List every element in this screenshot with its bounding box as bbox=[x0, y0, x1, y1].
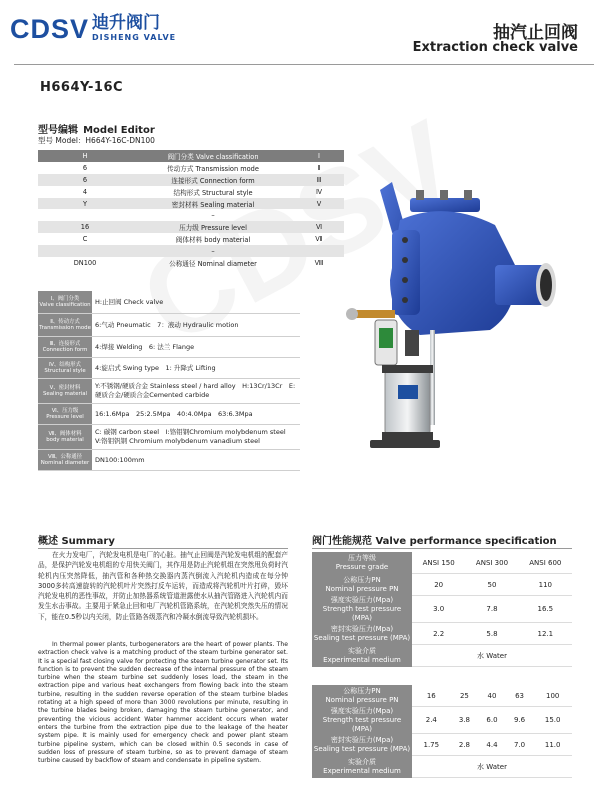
performance-label-en: Strength test pressure (MPA) bbox=[322, 604, 402, 622]
classification-cell: 结构形式 Structural style bbox=[173, 188, 253, 197]
performance-divider bbox=[312, 548, 572, 549]
performance-table-ansi bbox=[312, 552, 572, 667]
legend-row bbox=[38, 379, 300, 404]
legend-value: 16:1.6Mpa 25:2.5Mpa 40:4.0Mpa 63:6.3Mpa bbox=[95, 409, 253, 418]
brand-logo bbox=[10, 14, 176, 44]
model-code-legend bbox=[38, 291, 300, 471]
performance-value: 2.8 bbox=[451, 734, 479, 756]
legend-label-cn: Ⅴ、密封材料 bbox=[49, 384, 81, 391]
performance-value: 4.4 bbox=[478, 734, 506, 756]
legend-row bbox=[38, 404, 300, 425]
classification-row bbox=[38, 257, 344, 269]
performance-row bbox=[312, 734, 572, 756]
performance-label-cn: 实验介质 bbox=[348, 646, 376, 655]
classification-cell bbox=[38, 209, 132, 221]
performance-row-label bbox=[312, 623, 412, 645]
classification-row bbox=[38, 150, 344, 162]
classification-cell: 阀体材料 body material bbox=[175, 236, 251, 245]
classification-cell: Y bbox=[38, 198, 132, 210]
legend-row bbox=[38, 358, 300, 379]
performance-value: 水 Water bbox=[412, 756, 572, 778]
performance-value: 2.2 bbox=[412, 623, 465, 645]
summary-text-en: In thermal power plants, turbogenerators are the heart of power plants. The extraction check valve is a matching product of the steam turbine generator set. It is a special fast closing valve for protecting the steam turbine generator set. Its function is to prevent the sudden decrease of the internal pressure of the steam turbine when the steam turbine set suddenly loses load, the steam in the extraction pipe and various heat exchangers from flowing back into the steam turbine, resulting in the sudden reverse operation of the steam turbine blades rotating at a high speed of more than 3000 revolutions per minute, resulting in the turbine blades being broken, damaging the steam turbine generator, and preventing the vicious accident Water hammer accident occurs when water enters the turbine from the extraction pipe due to the leakage of the heater system pipe. It is mainly used for emergency check and power plant steam turbine pipeline system, which can be closed within 0.5 seconds in case of sudden loss of pressure of steam turbine, so as to prevent damage of steam turbine caused by backflow of steam and condensate in pipeline system. bbox=[38, 641, 288, 765]
performance-row-label bbox=[312, 734, 412, 756]
performance-label-cn: 强度实验压力(Mpa) bbox=[330, 706, 394, 715]
performance-label-cn: 密封实验压力(Mpa) bbox=[330, 735, 394, 744]
classification-row bbox=[38, 245, 344, 257]
legend-label-en: Sealing material bbox=[42, 391, 88, 397]
performance-value: 6.0 bbox=[478, 707, 506, 734]
performance-value: 11.0 bbox=[533, 734, 572, 756]
model-number: H664Y-16C bbox=[40, 80, 124, 95]
performance-value: 63 bbox=[506, 685, 534, 707]
performance-value: 16 bbox=[412, 685, 451, 707]
legend-label bbox=[38, 291, 92, 313]
legend-label-en: Pressure level bbox=[46, 414, 84, 420]
logo-english: DISHENG VALVE bbox=[92, 33, 177, 42]
classification-cell: 16 bbox=[38, 221, 132, 233]
performance-value: 2.4 bbox=[412, 707, 451, 734]
legend-value: 4:焊接 Welding 6: 法兰 Flange bbox=[95, 342, 195, 351]
legend-label bbox=[38, 450, 92, 470]
model-classification-table bbox=[38, 150, 344, 269]
legend-label-en: body material bbox=[46, 437, 84, 443]
performance-label-cn: 密封实验压力(Mpa) bbox=[330, 624, 394, 633]
classification-cell: Ⅲ bbox=[294, 174, 344, 186]
legend-label-cn: Ⅲ、连接形式 bbox=[49, 340, 81, 347]
performance-label-en: Strength test pressure (MPA) bbox=[322, 715, 402, 733]
legend-label-en: Valve classification bbox=[39, 302, 91, 308]
legend-value: C: 碳钢 carbon steel I:铬钼钢Chromium molybdenum steel V:铬钼钒钢 Chromium molybdenum vanadium steel bbox=[95, 428, 293, 445]
performance-row bbox=[312, 552, 572, 574]
performance-row-label bbox=[312, 707, 412, 734]
classification-cell: C bbox=[82, 235, 88, 244]
performance-label-en: Nominal pressure PN bbox=[325, 695, 399, 704]
legend-value: 4:旋启式 Swing type 1: 升降式 Lifting bbox=[95, 363, 216, 372]
performance-label-cn: 公称压力PN bbox=[343, 686, 381, 695]
performance-value: 40 bbox=[478, 685, 506, 707]
classification-cell: 6 bbox=[82, 163, 88, 172]
legend-value: Y:不锈钢/硬质合金 Stainless steel / hard alloy H:13Cr/13Cr E:硬质合金/硬质合金Cemented carbide bbox=[95, 382, 296, 399]
performance-row bbox=[312, 645, 572, 667]
performance-label-cn: 实验介质 bbox=[348, 757, 376, 766]
model-line: 型号 Model：H664Y-16C-DN100 bbox=[38, 136, 155, 145]
performance-value: 50 bbox=[465, 574, 518, 596]
legend-row bbox=[38, 450, 300, 471]
header-divider bbox=[14, 64, 594, 65]
legend-value: H:止回阀 Check valve bbox=[95, 297, 164, 306]
summary-divider bbox=[38, 548, 288, 549]
classification-cell: 阀门分类 Valve classification bbox=[132, 150, 294, 162]
legend-label bbox=[38, 337, 92, 357]
classification-cell: – bbox=[132, 245, 294, 257]
classification-row bbox=[38, 174, 344, 186]
legend-label-cn: Ⅳ、结构形式 bbox=[49, 361, 81, 368]
classification-cell: H bbox=[38, 150, 132, 162]
classification-cell: Ⅷ bbox=[314, 258, 324, 267]
classification-cell: 传动方式 Transmission mode bbox=[167, 164, 259, 173]
performance-value: 1.75 bbox=[412, 734, 451, 756]
legend-label bbox=[38, 379, 92, 403]
classification-row bbox=[38, 221, 344, 233]
performance-row bbox=[312, 707, 572, 734]
legend-label bbox=[38, 314, 92, 336]
performance-value: 20 bbox=[412, 574, 465, 596]
classification-row bbox=[38, 162, 344, 174]
performance-value: 5.8 bbox=[465, 623, 518, 645]
classification-cell: DN100 bbox=[73, 258, 97, 267]
performance-row-label bbox=[312, 756, 412, 778]
legend-row bbox=[38, 337, 300, 358]
legend-value: DN100:100mm bbox=[95, 455, 145, 464]
performance-value: 3.0 bbox=[412, 596, 465, 623]
legend-value: 6:气动 Pneumatic 7：液动 Hydraulic motion bbox=[95, 320, 239, 329]
classification-cell: Ⅴ bbox=[294, 198, 344, 210]
logo-latin: CDSV bbox=[10, 14, 90, 44]
page-title-cn: 抽汽止回阀 bbox=[493, 23, 578, 43]
legend-row bbox=[38, 314, 300, 337]
page-title-en: Extraction check valve bbox=[412, 40, 578, 55]
performance-label-cn: 公称压力PN bbox=[343, 575, 381, 584]
performance-value: 25 bbox=[451, 685, 479, 707]
model-editor-title-en: Model Editor bbox=[83, 125, 155, 136]
performance-row bbox=[312, 574, 572, 596]
classification-cell bbox=[38, 245, 132, 257]
legend-label-en: Structural style bbox=[44, 368, 86, 374]
performance-label-en: Sealing test pressure (MPA) bbox=[313, 744, 411, 753]
performance-value: 12.1 bbox=[519, 623, 572, 645]
performance-title: 阀门性能规范 Valve performance specification bbox=[312, 536, 557, 547]
performance-value: 7.8 bbox=[465, 596, 518, 623]
performance-row bbox=[312, 685, 572, 707]
classification-cell: Ⅵ bbox=[294, 221, 344, 233]
performance-row-label bbox=[312, 685, 412, 707]
summary-text-cn: 在火力发电厂，汽轮发电机是电厂的心脏。抽气止回阀是汽轮发电机组的配套产品，是保护汽轮发电机组的专用快关阀门，其作用是防止汽轮机组在突然甩负荷时汽轮机内压突然降低，抽汽管和各种热交换器内蒸汽倒流入汽轮机内造成在每分钟3000多转高速旋转的汽轮机叶片突然打反车运转，而造成将汽轮机叶片打碎，毁坏汽轮发电机的恶性事故，并防止加热器系统管道泄露使水从抽汽管路进入汽轮机内而发生水击事故。主要用于紧急止回和电厂汽轮机管路系统，在汽轮机突然失压的情况下，能在0.5秒以内关闭，防止管路各级蒸汽和冷凝水倒流导致汽轮机损坏。 bbox=[38, 551, 288, 621]
performance-row bbox=[312, 623, 572, 645]
performance-row-label bbox=[312, 645, 412, 667]
performance-value: 100 bbox=[533, 685, 572, 707]
performance-label-en: Nominal pressure PN bbox=[325, 584, 399, 593]
classification-cell: 6 bbox=[38, 174, 132, 186]
performance-row-label bbox=[312, 552, 412, 574]
classification-cell: 密封材料 Sealing material bbox=[132, 198, 294, 210]
performance-label-cn: 压力等级 bbox=[348, 553, 376, 562]
legend-label-cn: Ⅱ、传动方式 bbox=[50, 318, 80, 325]
performance-label-en: Pressure grade bbox=[335, 562, 389, 571]
legend-row bbox=[38, 425, 300, 450]
classification-row bbox=[38, 198, 344, 210]
performance-label-cn: 强度实验压力(Mpa) bbox=[330, 595, 394, 604]
classification-cell: Ⅰ bbox=[294, 150, 344, 162]
model-editor-title-cn: 型号编辑 bbox=[38, 125, 78, 136]
legend-label-en: Nominal diameter bbox=[40, 460, 90, 466]
performance-value: 9.6 bbox=[506, 707, 534, 734]
legend-label-cn: Ⅰ、阀门分类 bbox=[50, 295, 80, 302]
performance-table-pn bbox=[312, 685, 572, 778]
legend-label-en: Transmission mode bbox=[39, 325, 91, 331]
performance-row-label bbox=[312, 574, 412, 596]
performance-label-en: Experimental medium bbox=[323, 766, 401, 775]
performance-value: ANSI 150 bbox=[412, 552, 465, 574]
legend-label bbox=[38, 358, 92, 378]
classification-cell: 4 bbox=[82, 187, 88, 196]
extraction-check-valve-image bbox=[330, 170, 600, 460]
classification-row bbox=[38, 209, 344, 221]
classification-cell: Ⅶ bbox=[315, 235, 323, 244]
performance-label-en: Experimental medium bbox=[323, 655, 401, 664]
classification-cell: 压力级 Pressure level bbox=[132, 221, 294, 233]
performance-value: 110 bbox=[519, 574, 572, 596]
logo-chinese: 迪升阀门 bbox=[92, 13, 161, 33]
performance-value: 15.0 bbox=[533, 707, 572, 734]
classification-cell: Ⅳ bbox=[315, 187, 323, 196]
performance-value: 3.8 bbox=[451, 707, 479, 734]
summary-title: 概述 Summary bbox=[38, 536, 115, 547]
classification-cell: Ⅱ bbox=[317, 163, 321, 172]
performance-row bbox=[312, 756, 572, 778]
performance-row bbox=[312, 596, 572, 623]
performance-value: ANSI 600 bbox=[519, 552, 572, 574]
performance-label-en: Sealing test pressure (MPA) bbox=[313, 633, 411, 642]
performance-row-label bbox=[312, 596, 412, 623]
performance-value: 水 Water bbox=[412, 645, 572, 667]
legend-label-cn: Ⅵ、压力级 bbox=[51, 407, 79, 414]
classification-cell: 公称通径 Nominal diameter bbox=[169, 259, 257, 268]
performance-value: ANSI 300 bbox=[465, 552, 518, 574]
classification-cell: 连接形式 Connection form bbox=[132, 174, 294, 186]
legend-label-cn: Ⅷ、公称通径 bbox=[47, 453, 83, 460]
classification-row bbox=[38, 186, 344, 198]
performance-value: 7.0 bbox=[506, 734, 534, 756]
legend-label bbox=[38, 425, 92, 449]
legend-label-en: Connection form bbox=[42, 347, 88, 353]
classification-row bbox=[38, 233, 344, 245]
legend-label bbox=[38, 404, 92, 424]
legend-row bbox=[38, 291, 300, 314]
performance-value: 16.5 bbox=[519, 596, 572, 623]
legend-label-cn: Ⅶ、阀体材料 bbox=[48, 430, 82, 437]
classification-cell: – bbox=[211, 211, 215, 220]
